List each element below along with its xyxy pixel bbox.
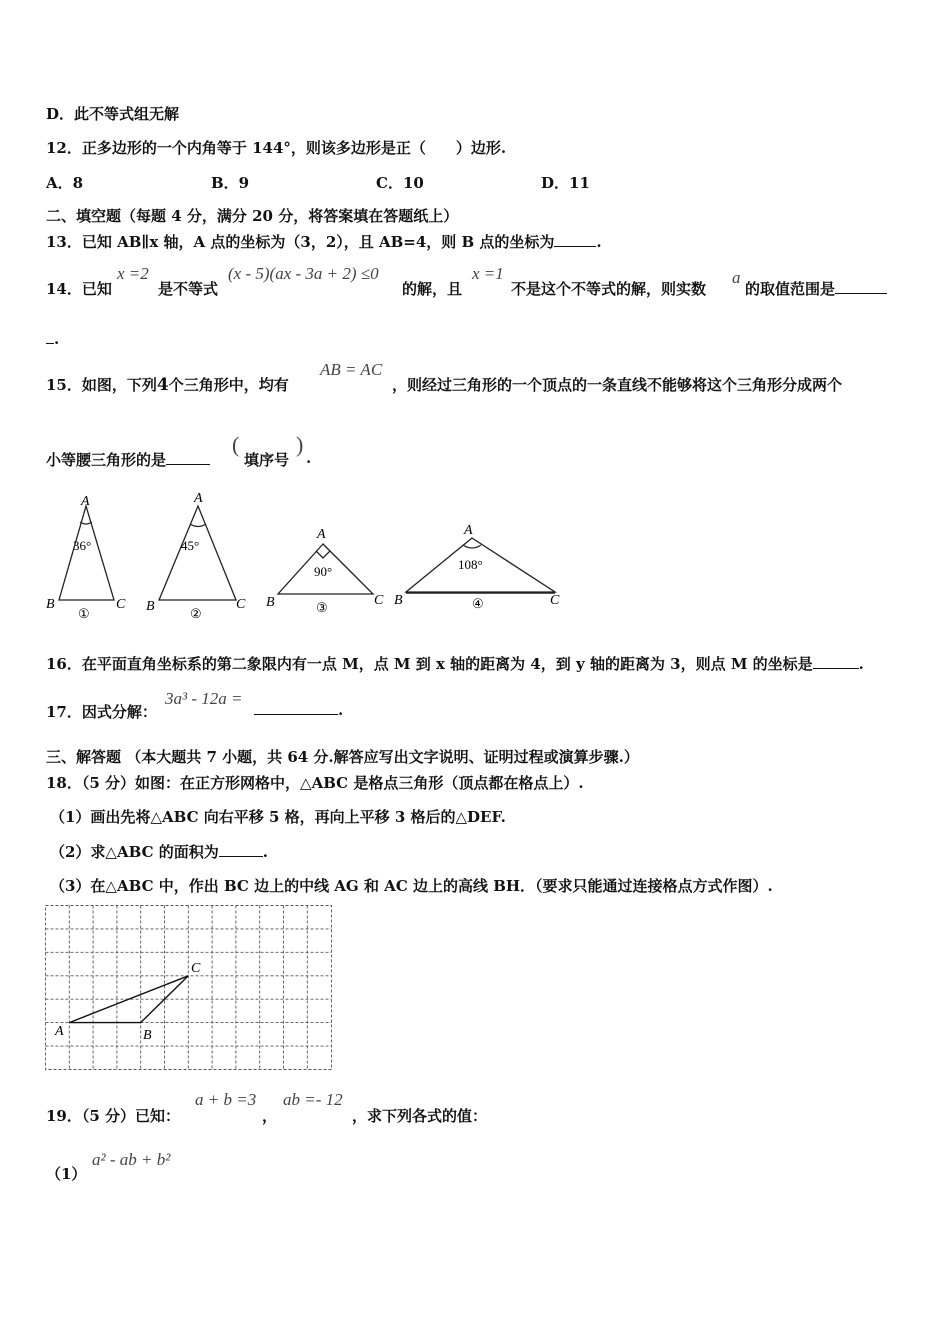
q14-math-a: a xyxy=(732,268,741,287)
q15-mid: 个三角形中，均有 xyxy=(168,376,289,394)
q14-mid3: 不是这个不等式的解，则实数 xyxy=(511,280,707,298)
q14-prefix: 14．已知 xyxy=(46,280,112,298)
triangle-3-label-a: A xyxy=(317,527,326,542)
q14-suffix xyxy=(745,278,887,299)
triangle-1-label-b: B xyxy=(46,597,55,612)
q13-answer-blank xyxy=(554,245,596,247)
q18-grid-figure xyxy=(44,904,334,1072)
triangle-4-label-c: C xyxy=(550,593,560,608)
q14-tail xyxy=(46,330,59,348)
q18-part1: （1）画出先将△ABC 向右平移 5 格，再向上平移 3 格后的△DEF. xyxy=(50,808,506,826)
triangle-3-label-c: C xyxy=(374,593,384,608)
q18-grid-lines xyxy=(46,906,332,1070)
q18-part2 xyxy=(50,841,268,862)
triangle-2-label-a: A xyxy=(194,491,203,506)
q15-math: AB = AC xyxy=(320,360,383,379)
q15-line2a-text: 小等腰三角形的是 xyxy=(46,451,167,469)
q15-line1 xyxy=(46,374,289,395)
q15-line2a xyxy=(46,449,210,470)
triangle-1-angle: 36° xyxy=(73,538,92,553)
triangle-4-label-a: A xyxy=(464,523,473,538)
q15-paren-close: ) xyxy=(296,432,304,457)
triangle-4-label-b: B xyxy=(394,593,403,608)
q15-paren-open: ( xyxy=(232,432,240,457)
q14-tail-text: . xyxy=(54,330,60,348)
q18-label-b: B xyxy=(143,1028,152,1043)
q12-option-d: D．11 xyxy=(541,174,590,192)
triangle-3-number: ③ xyxy=(316,600,328,615)
q18-answer-blank xyxy=(219,855,263,857)
q12-option-b: B．9 xyxy=(211,174,250,192)
q17-answer xyxy=(254,701,343,719)
q19-comma: ， xyxy=(262,1107,278,1125)
triangle-4-angle: 108° xyxy=(458,557,483,572)
q14-math-inequality: (x - 5)(ax - 3a + 2) ≤0 xyxy=(228,264,379,283)
q14-mid2: 的解，且 xyxy=(402,280,463,298)
q16-stem: 16．在平面直角坐标系的第二象限内有一点 M，点 M 到 x 轴的距离为 4，到 y 轴的距离为 3，则点 M 的坐标是 xyxy=(46,655,813,673)
q15-suffix: ，则经过三角形的一个顶点的一条直线不能够将这个三角形分成两个 xyxy=(392,376,843,394)
q18-part2-text: （2）求△ABC 的面积为 xyxy=(50,843,219,861)
q13-end: . xyxy=(596,233,602,251)
section3-title: 三、解答题 （本大题共 7 小题，共 64 分.解答应写出文字说明、证明过程或演算步骤.） xyxy=(46,748,639,766)
q18-stem: 18．（5 分）如图：在正方形网格中，△ABC 是格点三角形（顶点都在格点上）. xyxy=(46,774,584,792)
triangle-2-angle: 45° xyxy=(181,538,200,553)
triangle-1 xyxy=(59,506,114,600)
q18-part3: （3）在△ABC 中，作出 BC 边上的中线 AG 和 AC 边上的高线 BH．（要求只能通过连接格点方式作图）. xyxy=(50,877,773,895)
q15-count: 4 xyxy=(156,375,169,395)
q15-prefix: 15．如图，下列 xyxy=(46,376,157,394)
triangle-1-label-c: C xyxy=(116,597,126,612)
q15-line2end: . xyxy=(306,449,312,467)
q16 xyxy=(46,653,864,674)
triangle-3-label-b: B xyxy=(266,595,275,610)
q11-option-d: D．此不等式组无解 xyxy=(46,105,180,123)
q17-prefix: 17．因式分解： xyxy=(46,703,157,721)
q14-answer-blank xyxy=(835,292,887,294)
q18-label-c: C xyxy=(191,961,201,976)
q16-end: . xyxy=(858,655,864,673)
q12-option-c: C．10 xyxy=(376,174,424,192)
q13 xyxy=(46,231,602,252)
triangle-3-angle: 90° xyxy=(314,564,333,579)
triangle-2-number: ② xyxy=(190,606,202,621)
q17-answer-blank xyxy=(254,713,338,715)
q14-math-x1: x =1 xyxy=(472,264,504,283)
q19-part1-math: a² - ab + b² xyxy=(92,1150,171,1169)
q19-suffix: ，求下列各式的值： xyxy=(352,1107,488,1125)
q12-option-a: A．8 xyxy=(46,174,84,192)
triangle-2 xyxy=(159,506,236,600)
triangle-2-label-b: B xyxy=(146,599,155,614)
q12-stem: 12．正多边形的一个内角等于 144°，则该多边形是正（ ）边形. xyxy=(46,139,507,157)
q14-math-x2: x =2 xyxy=(117,264,149,283)
triangle-4-number: ④ xyxy=(472,596,484,611)
q16-answer-blank xyxy=(813,667,859,669)
q19-part1-label: （1） xyxy=(46,1165,87,1183)
q14-suffix-text: 的取值范围是 xyxy=(745,280,836,298)
q18-label-a: A xyxy=(55,1024,64,1039)
section2-title: 二、填空题（每题 4 分，满分 20 分，将答案填在答题纸上） xyxy=(46,207,459,225)
q19-math2: ab =- 12 xyxy=(283,1090,343,1109)
q14-mid1: 是不等式 xyxy=(158,280,219,298)
q15-line2b: 填序号 xyxy=(244,451,290,469)
q15-answer-blank xyxy=(166,463,210,465)
q19-prefix: 19．（5 分）已知： xyxy=(46,1107,181,1125)
q18-part2-end: . xyxy=(262,843,268,861)
q17-math: 3a³ - 12a = xyxy=(165,689,243,708)
q14-answer-blank-cont xyxy=(46,342,54,344)
q17-end: . xyxy=(338,701,344,719)
triangle-1-label-a: A xyxy=(81,494,90,509)
q13-stem: 13．已知 AB∥x 轴，A 点的坐标为（3，2），且 AB=4，则 B 点的坐标为 xyxy=(46,233,555,251)
triangle-2-label-c: C xyxy=(236,597,246,612)
q15-triangles-figure xyxy=(40,488,620,623)
triangle-1-number: ① xyxy=(78,606,90,621)
q19-math1: a + b =3 xyxy=(195,1090,257,1109)
